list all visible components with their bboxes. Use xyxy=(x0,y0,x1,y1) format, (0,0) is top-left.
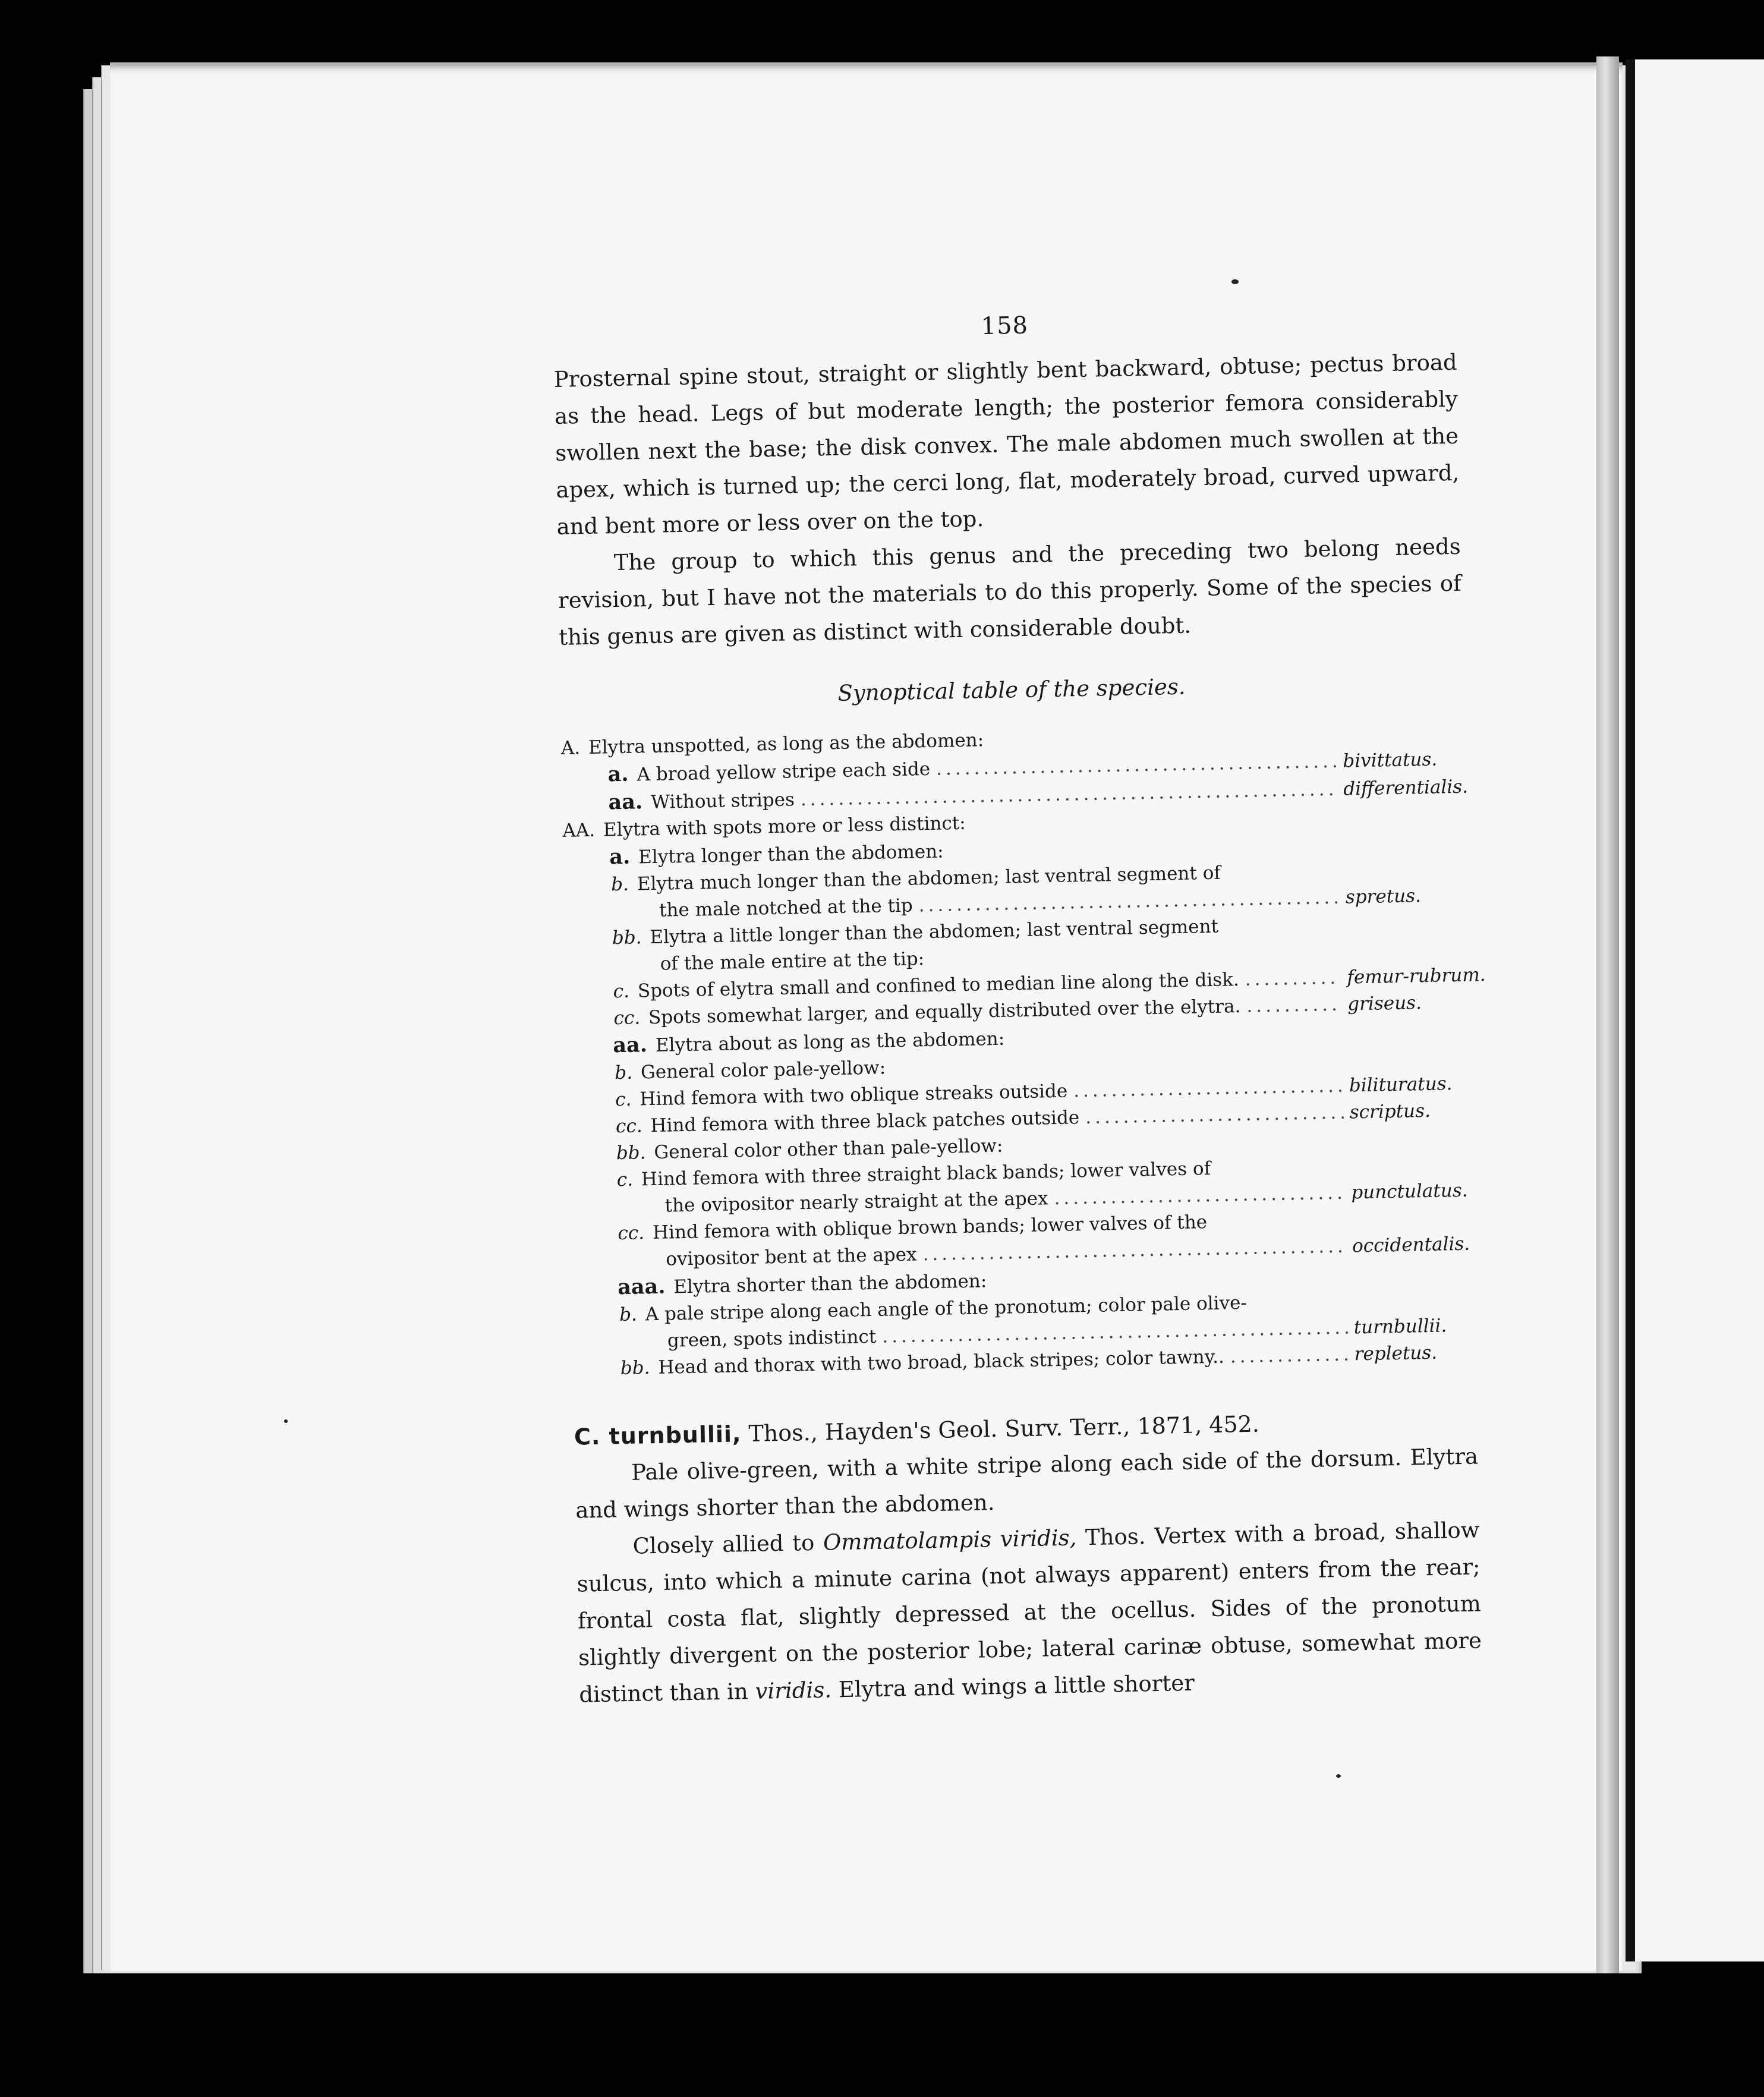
leader-dots xyxy=(990,739,1336,746)
ink-speck xyxy=(284,1419,288,1423)
leader-dots xyxy=(1213,1226,1346,1228)
row-species: differentialis. xyxy=(1343,776,1469,800)
row-marker: b. xyxy=(610,873,629,896)
row-description: General color other than pale-yellow: xyxy=(654,1135,1003,1163)
row-species xyxy=(1344,820,1466,822)
row-species: scriptus. xyxy=(1349,1100,1431,1123)
row-description: A pale stripe along each angle of the pronotum; color pale olive- xyxy=(645,1292,1248,1325)
row-description: green, spots indistinct xyxy=(667,1325,877,1352)
row-marker: A. xyxy=(560,737,581,759)
leader-dots xyxy=(993,1280,1347,1287)
paragraph: Pale olive-green, with a white stripe along each side of the dorsum. Elytra and wings shorter than the abdomen. xyxy=(575,1443,1479,1523)
paragraph xyxy=(576,1512,1483,1713)
species-description xyxy=(575,1438,1483,1713)
row-species: punctulatus. xyxy=(1351,1179,1468,1204)
row-description: Elytra much longer than the abdomen; last ventral segment of xyxy=(637,862,1221,895)
row-description: the ovipositor nearly straight at the apex xyxy=(664,1188,1048,1217)
row-description: the male notched at the tip xyxy=(659,895,914,921)
row-description: Elytra a little longer than the abdomen; last ventral segment xyxy=(650,915,1219,949)
row-species: griseus. xyxy=(1347,992,1422,1015)
leader-dots xyxy=(1246,991,1342,1020)
description-tail: Elytra and wings a little shorter xyxy=(838,1670,1195,1703)
row-marker: cc. xyxy=(618,1222,645,1245)
row-marker: AA. xyxy=(562,819,596,842)
row-marker: aa. xyxy=(608,789,643,815)
row-description: Head and thorax with two broad, black stripes; color tawny.. xyxy=(658,1346,1225,1378)
facing-page-edge xyxy=(1626,59,1764,1961)
row-marker: cc. xyxy=(613,1007,641,1029)
row-species: bivittatus. xyxy=(1343,748,1438,772)
row-description: Spots somewhat larger, and equally distributed over the elytra. xyxy=(648,995,1241,1029)
row-species xyxy=(1343,737,1464,739)
allied-genus: Ommatolampis viridis, xyxy=(823,1525,1077,1556)
leader-dots xyxy=(1217,1172,1344,1175)
book-binding xyxy=(1596,56,1619,1973)
leader-dots xyxy=(1245,965,1341,993)
leader-dots xyxy=(1054,1180,1346,1212)
row-species: repletus. xyxy=(1354,1342,1438,1365)
compare-species: viridis. xyxy=(755,1677,832,1704)
species-citation: Thos., Hayden's Geol. Surv. Terr., 1871, 452. xyxy=(748,1410,1260,1447)
leader-dots xyxy=(972,822,1338,829)
row-marker: c. xyxy=(613,980,630,1003)
row-species xyxy=(1345,874,1467,877)
species-name: C. turnbullii, xyxy=(574,1421,742,1450)
row-description: General color pale-yellow: xyxy=(640,1057,886,1084)
row-species xyxy=(1349,1063,1470,1065)
table-title: Synoptical table of the species. xyxy=(837,673,1186,706)
row-marker: bb. xyxy=(612,927,642,949)
row-marker: c. xyxy=(615,1088,632,1111)
leader-dots xyxy=(892,1065,1343,1074)
ink-speck xyxy=(1336,1774,1341,1778)
leader-dots xyxy=(1010,1038,1342,1045)
row-species xyxy=(1348,1036,1470,1038)
row-description: Elytra unspotted, as long as the abdomen: xyxy=(588,729,984,758)
row-description: Elytra with spots more or less distinct: xyxy=(603,812,966,841)
row-species: occidentalis. xyxy=(1352,1233,1470,1257)
row-marker: aa. xyxy=(613,1032,648,1058)
row-description: Hind femora with three black patches outside xyxy=(650,1107,1080,1137)
row-species xyxy=(1352,1223,1473,1226)
row-description: Without stripes xyxy=(650,789,795,813)
allied-author: Thos. xyxy=(1085,1523,1146,1551)
row-species xyxy=(1353,1278,1475,1280)
row-species xyxy=(1351,1170,1473,1172)
leader-dots xyxy=(930,957,1340,965)
paragraph: Prosternal spine stout, straight or slightly bent backward, obtuse; pectus broad as the head. Legs of but moderate length; the posterior femora considerably swollen next the base; the disk convex. The male abdomen much swollen at the apex, which is turned up; the cerci long, flat, moderately broad, curved upward, and bent more or less over on the top. xyxy=(553,349,1460,540)
row-description: Hind femora with three straight black bands; lower valves of xyxy=(641,1158,1211,1191)
page-number: 158 xyxy=(981,311,1029,341)
row-description: Hind femora with oblique brown bands; lower valves of the xyxy=(652,1211,1208,1244)
leader-dots xyxy=(1085,1100,1344,1131)
row-marker: a. xyxy=(607,761,629,787)
row-species: spretus. xyxy=(1345,885,1422,908)
leader-dots xyxy=(950,850,1339,858)
row-marker: b. xyxy=(619,1303,638,1326)
row-species xyxy=(1347,955,1469,957)
leader-dots xyxy=(1009,1145,1344,1152)
row-species xyxy=(1353,1305,1475,1307)
row-species: bilituratus. xyxy=(1349,1073,1453,1097)
description-text: Vertex with a broad, shallow sulcus, into which a minute carina (not always apparent) enters from the rear; frontal costa flat, slightly depressed at the ocellus. Sides of the pronotum slightly divergent on the posterior lobe; lateral carinæ obtuse, somewhat more distinct than in xyxy=(577,1517,1482,1708)
row-description: Spots of elytra small and confined to median line along the disk. xyxy=(637,969,1240,1002)
row-marker: c. xyxy=(616,1169,634,1191)
leader-dots xyxy=(1230,1342,1349,1371)
row-species xyxy=(1350,1143,1472,1145)
row-species: turnbullii. xyxy=(1353,1315,1447,1339)
leader-dots xyxy=(1224,930,1340,933)
paragraph: The group to which this genus and the preceding two belong needs revision, but I have not the materials to do this properly. Some of the species of this genus are given as distinct with considerable doubt. xyxy=(557,533,1462,650)
row-species xyxy=(1344,848,1466,850)
allied-lead: Closely allied to xyxy=(632,1529,815,1559)
leader-dots xyxy=(1227,877,1339,879)
row-marker: cc. xyxy=(615,1115,642,1138)
row-description: A broad yellow stripe each side xyxy=(637,758,931,786)
row-marker: bb. xyxy=(620,1357,650,1380)
row-marker: aaa. xyxy=(617,1274,666,1300)
row-marker: a. xyxy=(609,844,631,870)
row-species xyxy=(1346,928,1468,930)
ink-speck xyxy=(1231,279,1239,284)
row-description: Elytra shorter than the abdomen: xyxy=(673,1270,987,1298)
leader-dots xyxy=(1253,1307,1347,1309)
row-description: of the male entire at the tip: xyxy=(660,948,925,975)
row-description: Elytra longer than the abdomen: xyxy=(638,840,944,868)
row-marker: bb. xyxy=(616,1142,646,1164)
synoptic-table xyxy=(560,718,1486,1383)
row-marker: b. xyxy=(614,1062,633,1084)
page-text xyxy=(553,304,1486,1714)
row-description: Elytra about as long as the abdomen: xyxy=(655,1028,1005,1056)
row-description: Hind femora with two oblique streaks outside xyxy=(640,1080,1068,1110)
row-description: ovipositor bent at the apex xyxy=(665,1243,917,1270)
row-species: femur-rubrum. xyxy=(1347,964,1486,988)
intro-text xyxy=(553,344,1462,656)
